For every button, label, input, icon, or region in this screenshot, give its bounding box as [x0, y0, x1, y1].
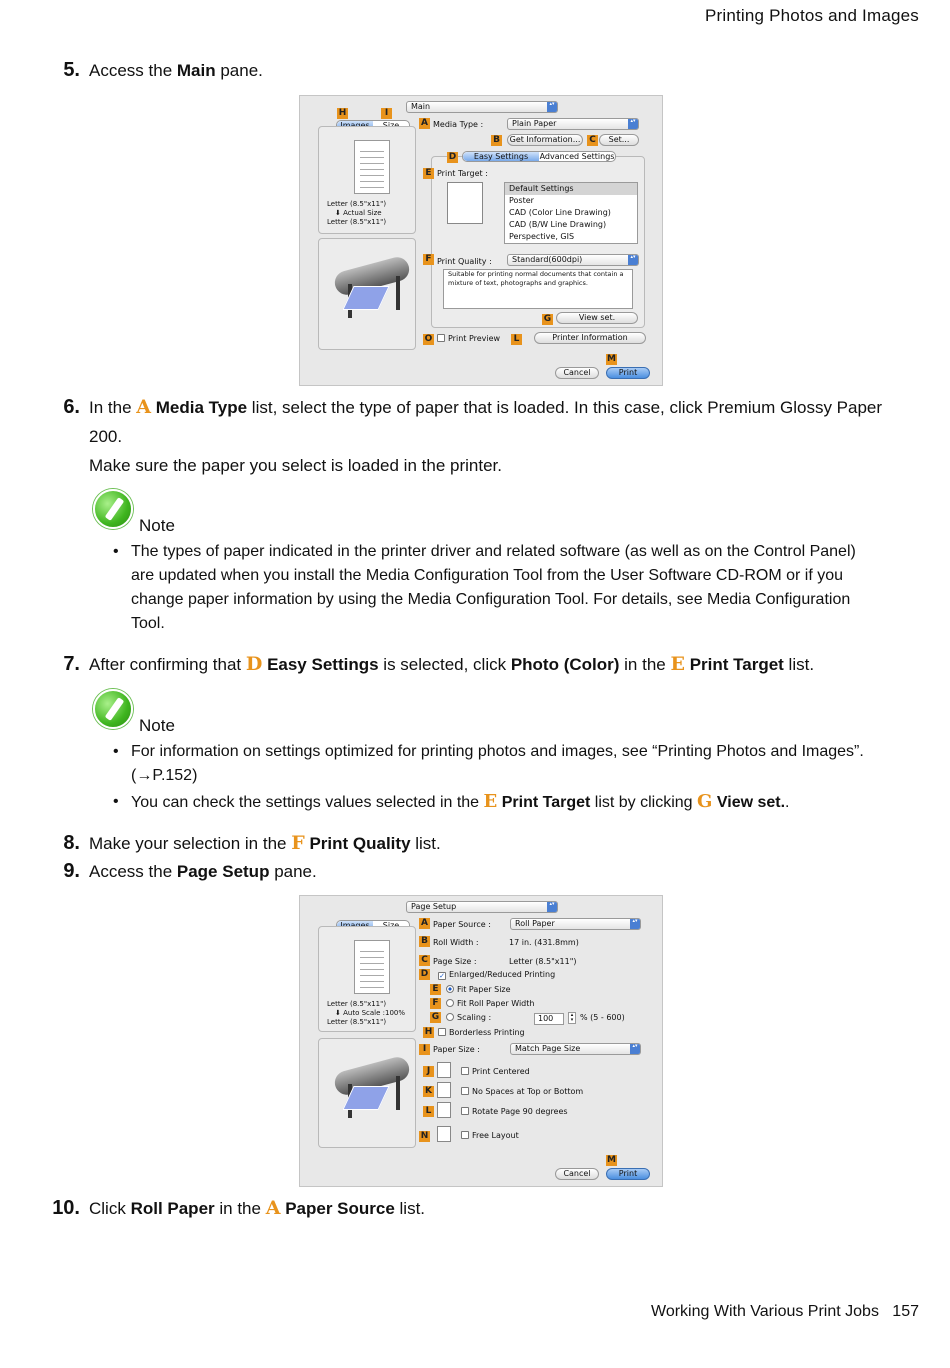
print-target-item[interactable]: Default Settings — [505, 183, 637, 195]
step-text: In the A Media Type list, select the type of paper that is loaded. In this case, click Premium Glossy Paper 200. — [89, 396, 883, 446]
roll-width-label: Roll Width : — [433, 938, 479, 947]
callout-g: G — [543, 314, 552, 324]
header-section-title: Printing Photos and Images — [704, 6, 919, 25]
step-number: 10. — [52, 1197, 80, 1219]
callout-d: D — [448, 152, 457, 162]
callout-h: H — [424, 1027, 433, 1037]
callout-m: M — [607, 354, 616, 364]
set-button[interactable]: Set... — [599, 134, 639, 146]
page-preview — [354, 140, 390, 194]
callout-c: C — [587, 135, 598, 146]
tab-advanced-settings[interactable]: Advanced Settings — [539, 152, 615, 161]
callout-j: J — [423, 1066, 434, 1077]
step-text: Click Roll Paper in the A Paper Source list. — [89, 1197, 426, 1219]
printer-icon — [326, 1046, 416, 1126]
scaling-radio[interactable]: Scaling : — [446, 1013, 491, 1022]
callout-o: O — [424, 334, 433, 344]
callout-b: B — [491, 135, 502, 146]
print-target-item[interactable]: CAD (B/W Line Drawing) — [509, 220, 607, 229]
note-icon — [93, 689, 133, 729]
pane-selector[interactable]: Main ▴▾ — [406, 101, 558, 113]
step-number: 7. — [63, 653, 80, 675]
no-spaces-icon — [437, 1082, 451, 1098]
size-info-2: ⬇ Auto Scale :100% — [335, 1009, 405, 1017]
scaling-input[interactable]: 100 — [534, 1013, 564, 1025]
callout-a: A — [419, 118, 430, 129]
note-label: Note — [139, 516, 175, 535]
main-pane-screenshot — [299, 95, 663, 386]
enlarged-reduced-checkbox[interactable]: ✓ Enlarged/Reduced Printing — [438, 970, 555, 980]
callout-c: C — [419, 955, 430, 966]
callout-l: L — [423, 1106, 434, 1117]
no-spaces-checkbox[interactable]: No Spaces at Top or Bottom — [461, 1087, 583, 1096]
callout-i: I — [381, 108, 392, 119]
print-target-label: Print Target : — [437, 169, 488, 178]
footer: Working With Various Print Jobs 157 — [651, 1303, 919, 1320]
page-preview — [354, 940, 390, 994]
size-info-1: Letter (8.5"x11") — [327, 200, 387, 208]
roll-width-value: 17 in. (431.8mm) — [509, 938, 579, 947]
rotate-page-icon — [437, 1102, 451, 1118]
print-preview-checkbox[interactable]: Print Preview — [437, 334, 500, 343]
media-type-label: Media Type : — [433, 120, 484, 129]
print-button[interactable]: Print — [606, 1168, 650, 1180]
callout-k: K — [423, 1086, 434, 1097]
paper-source-label: Paper Source : — [433, 920, 491, 929]
callout-m: M — [607, 1155, 616, 1165]
step-number: 5. — [63, 59, 80, 81]
callout-e: E — [423, 168, 434, 179]
printer-information-button[interactable]: Printer Information — [534, 332, 646, 344]
note-label: Note — [139, 716, 175, 735]
tab-easy-settings[interactable]: Easy Settings — [463, 152, 539, 161]
print-target-item[interactable]: Poster — [509, 196, 534, 205]
pane-selector[interactable]: Page Setup ▴▾ — [406, 901, 558, 913]
print-target-item[interactable]: Perspective, GIS — [509, 232, 575, 241]
callout-b: B — [419, 936, 430, 947]
quality-description: Suitable for printing normal documents that contain a mixture of text, photographs and graphics. — [443, 269, 633, 309]
view-set-button[interactable]: View set. — [556, 312, 638, 324]
borderless-checkbox[interactable]: Borderless Printing — [438, 1028, 525, 1037]
step-number: 9. — [63, 860, 80, 882]
rotate-page-checkbox[interactable]: Rotate Page 90 degrees — [461, 1107, 568, 1116]
get-information-button[interactable]: Get Information... — [507, 134, 583, 146]
page-size-label: Page Size : — [433, 957, 477, 966]
callout-i: I — [419, 1044, 430, 1055]
step-text: Access the Main pane. — [89, 61, 263, 80]
fit-paper-size-radio[interactable]: Fit Paper Size — [446, 985, 511, 994]
callout-n: N — [420, 1131, 429, 1141]
print-target-list[interactable] — [504, 182, 638, 244]
callout-h: H — [338, 108, 347, 118]
callout-g: G — [431, 1012, 440, 1022]
free-layout-icon — [437, 1126, 451, 1142]
free-layout-checkbox[interactable]: Free Layout — [461, 1131, 519, 1140]
print-target-item[interactable]: CAD (Color Line Drawing) — [509, 208, 611, 217]
print-quality-select[interactable]: Standard(600dpi) ▴▾ — [507, 254, 639, 266]
cancel-button[interactable]: Cancel — [555, 367, 599, 379]
size-info-1: Letter (8.5"x11") — [327, 1000, 387, 1008]
page-setup-pane-screenshot — [299, 895, 663, 1187]
fit-roll-width-radio[interactable]: Fit Roll Paper Width — [446, 999, 534, 1008]
print-quality-label: Print Quality : — [437, 257, 492, 266]
printer-icon — [326, 246, 416, 326]
scaling-stepper[interactable]: ▴ ▾ — [568, 1012, 576, 1024]
callout-d: D — [420, 969, 429, 979]
size-info-3: Letter (8.5"x11") — [327, 1018, 387, 1026]
settings-mode-tabs[interactable] — [462, 151, 616, 162]
step-text: After confirming that D Easy Settings is selected, click Photo (Color) in the E Print Target list. — [89, 653, 815, 675]
note-icon — [93, 489, 133, 529]
scaling-range: % (5 - 600) — [580, 1013, 625, 1022]
callout-a: A — [419, 918, 430, 929]
print-centered-icon — [437, 1062, 451, 1078]
callout-f: F — [423, 254, 434, 265]
callout-e: E — [430, 984, 441, 995]
step-text: Make your selection in the F Print Quality list. — [89, 832, 441, 854]
step-number: 6. — [63, 396, 80, 418]
step-number: 8. — [63, 832, 80, 854]
cancel-button[interactable]: Cancel — [555, 1168, 599, 1180]
size-info-3: Letter (8.5"x11") — [327, 218, 387, 226]
page-size-value: Letter (8.5"x11") — [509, 957, 577, 966]
print-button[interactable]: Print — [606, 367, 650, 379]
size-info-2: ⬇ Actual Size — [335, 209, 382, 217]
paper-size-label: Paper Size : — [433, 1045, 480, 1054]
paper-source-select[interactable]: Roll Paper ▴▾ — [510, 918, 641, 930]
callout-l: L — [511, 334, 522, 345]
print-target-preview — [447, 182, 483, 224]
arrow-down-icon: ⬇ — [335, 209, 344, 217]
callout-f: F — [430, 998, 441, 1009]
media-type-select[interactable]: Plain Paper ▴▾ — [507, 118, 639, 130]
print-centered-checkbox[interactable]: Print Centered — [461, 1067, 530, 1076]
arrow-down-icon: ⬇ — [335, 1009, 344, 1017]
step-text: Access the Page Setup pane. — [89, 862, 317, 881]
paper-size-select[interactable]: Match Page Size ▴▾ — [510, 1043, 641, 1055]
